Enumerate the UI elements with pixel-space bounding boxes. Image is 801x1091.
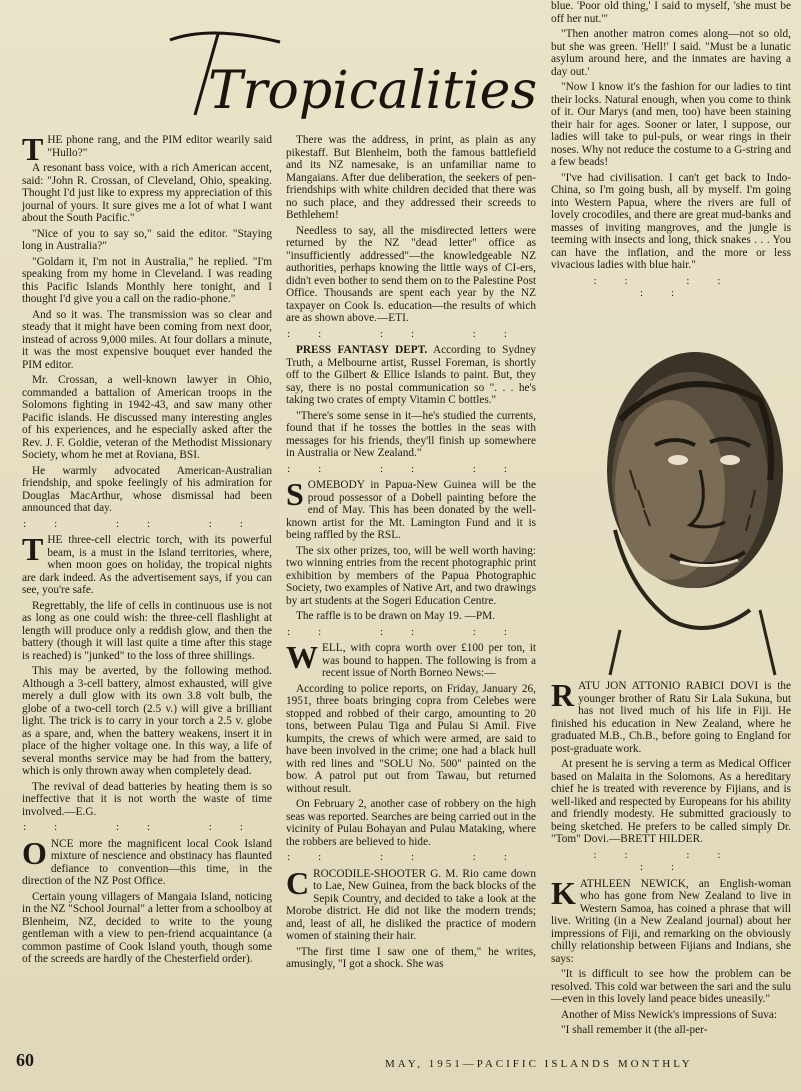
article-paragraph [286,134,536,222]
paragraph-text: ATU JON ATTONIO RABICI DOVI is the younger brother of Ratu Sir Lala Sukuna, but has not lived much of his life in Fiji. He finished his education in New Zealand, where he graduated M.B., Ch.B., before going to England for post-graduate work. [551,680,791,755]
article-paragraph [22,781,272,819]
article-paragraph [551,758,791,846]
paragraph-text: "I've had civilisation. I can't get back to Indo-China, so I'm going bush, all by myself. I'm going into Western Papua, where the rivers are full of lovely crocodiles, and there are great mud-banks and masses of inviting mangroves, and the jungle is teeming with insects and long, thick snakes . . . You can have the inflation, and the more or less vivacious ladies with blue hair." [551,171,791,271]
drop-cap: K [551,874,576,911]
page-number: 60 [16,1050,34,1070]
article-paragraph [286,610,536,623]
drop-cap: T [22,531,44,567]
section-separator: :: :: :: [23,517,271,530]
paragraph-text: "Then another matron comes along—not so old, but she was green. 'Hell!' I said. "Must be a lunatic asylum around here, and the inmates are having a day out.' [551,28,791,78]
paragraph-text: A resonant bass voice, with a rich American accent, said: "John R. Crossan, of Cleveland, Ohio, speaking. Thought I'd just like to express my appreciation of this journal of yours. It sure gives me a lot of what I want about the South Pacific." [22,162,272,224]
paragraph-text: According to Sydney Truth, a Melbourne artist, Russel Foreman, is shortly off to the Gilbert & Ellice Islands to paint. But, they say, there is no postal communication so ". . . he's taking two crates of empty Vitamin C bottles." [286,344,536,406]
article-paragraph [551,968,791,1006]
article-paragraph [22,600,272,663]
article-paragraph [22,891,272,966]
drop-cap: S [286,476,304,512]
article-paragraph [286,864,536,943]
paragraph-text: "Goldarn it, I'm not in Australia," he replied. "I'm speaking from my home in Cleveland. I was reading this Pacific Islands Monthly here tonight, and I thought I'd give you a call on the radio-phone." [22,255,272,305]
drop-cap: C [286,864,310,901]
paragraph-text: HE phone rang, and the PIM editor wearily said "Hullo?" [47,134,272,159]
paragraph-text: "I shall remember it (the all-per- [561,1024,708,1036]
drop-cap: T [22,131,44,167]
article-paragraph [22,374,272,462]
column-1 [22,131,272,1044]
drop-cap: O [22,834,47,871]
article-paragraph [22,162,272,225]
section-separator: :: :: :: [287,462,535,475]
paragraph-text: The revival of dead batteries by heating them is so ineffective that it is not worth the waste of time involved.—E.G. [22,780,272,818]
article-paragraph [286,639,536,680]
article-paragraph [22,665,272,778]
column-3-bottom [551,677,791,1070]
article-paragraph [551,677,791,755]
article-paragraph [551,874,791,966]
paragraph-text: "It is difficult to see how the problem can be resolved. This cold war between the sari and the sulu—even in this lovely land peace bides uneasily." [551,968,791,1005]
article-paragraph [551,1024,791,1037]
article-paragraph [22,256,272,306]
article-paragraph [22,309,272,372]
article-paragraph [22,465,272,515]
paragraph-text: OMEBODY in Papua-New Guinea will be the proud possessor of a Dobell painting before the end of May. This has been donated by the well-known artist for the Mt. Lamington Fund and it is being raffled by the RSL. [286,479,536,541]
paragraph-text: ELL, with copra worth over £100 per ton, it was bound to happen. The following is from a recent issue of North Borneo News:— [322,642,536,679]
section-separator: :: :: :: [593,274,749,299]
paragraph-text: "Now I know it's the fashion for our ladies to tint their locks. Natural enough, when you come to think of it. Our Marys (and men, too) have been staining their hair for ages. Sooner or later, I suppose, our ladies will take to pul-puls, or wear rings in their noses. Why not reduce the costume to a G-string and a few beads! [551,81,791,168]
article-paragraph [286,225,536,325]
section-separator: :: :: :: [287,327,535,340]
column-2 [286,134,536,1064]
article-paragraph [551,81,791,169]
section-separator: :: :: :: [23,821,271,833]
article-paragraph [551,1009,791,1022]
article-paragraph [551,28,791,78]
article-paragraph [22,531,272,597]
article-paragraph [551,172,791,272]
paragraph-text: Another of Miss Newick's impressions of Suva: [561,1008,778,1021]
drop-cap: W [286,639,318,675]
paragraph-text: Mr. Crossan, a well-known lawyer in Ohio, commanded a battalion of American troops in the Solomons fighting in 1942-43, and saw many other Pacific islands. He discussed many interesting angles of his experiences, and he especially asked after the Rev. J. F. Goldie, veteran of the Methodist Missionary Society, whom he met at Roviana, BSI. [22,374,272,461]
paragraph-text: NCE more the magnificent local Cook Island mixture of nescience and obstinacy has flaunted defiance to convention—this time, in the direction of the NZ Post Office. [22,837,272,887]
article-paragraph [286,683,536,796]
article-paragraph [286,946,536,971]
paragraph-text: "Nice of you to say so," said the editor. "Staying long in Australia?" [22,227,272,252]
paragraph-text: He warmly advocated American-Australian friendship, and spoke feelingly of his admiration for Douglas MacArthur, whose dismissal had been announced that day. [22,464,272,514]
article-paragraph [286,798,536,848]
footer-line: MAY, 1951—PACIFIC ISLANDS MONTHLY [385,1058,693,1070]
paragraph-text: The raffle is to be drawn on May 19. —PM. [296,610,496,622]
masthead-text: Tropicalities [208,61,538,121]
paragraph-text: This may be averted, by the following method. Although a 3-cell battery, almost exhausted, will give merely a dull glow with its own 3.8 volt bulb, the globe of a two-cell torch (2.5 v.) will give a brilliant light. The trick is to carry in your torch a 2.5 v. globe as a spare, and, when the battery weakens, insert it in place of the higher voltage one. In this way, a life of several months service may be had from the battery, which is only thrown away when completely dead. [22,665,272,777]
column-3-top [551,0,791,330]
paragraph-text: HE three-cell electric torch, with its powerful beam, is a must in the Island territories, where, when moon goes on holiday, the tropical nights are dark indeed. As the advertisement says, if you can see, you're safe. [22,534,272,596]
section-separator: :: :: :: [287,625,535,638]
section-separator: :: :: :: [593,848,749,873]
paragraph-text: There was the address, in print, as plain as any pikestaff. But Blenheim, both the famous battlefield and its NZ namesake, is an unfamiliar name to Mangaians. After due deliberation, the seekers of pen-friendships with white children decided that there was no such place, and they addressed their screeds to Bethlehem! [286,134,536,221]
paragraph-text: Certain young villagers of Mangaia Island, noticing in the NZ "School Journal" a letter from a schoolboy at Blenheim, NZ, decided to write to the young gentleman with a view to pen-friend acquaintance (a common pastime of Cook Island youth, though some of the screeds are hardly of the Chesterfield order). [22,890,272,965]
paragraph-text: ROCODILE-SHOOTER G. M. Rio came down to Lae, New Guinea, from the back blocks of the Sepik Country, and decided to take a look at the Morobe district. He did not like the modern trends; and, least of all, he disliked the practice of modern women of staining their hair. [286,867,536,942]
masthead-lettering [150,20,538,130]
paragraph-text: On February 2, another case of robbery on the high seas was reported. Searches are being carried out in the vicinity of Pulau Bohayan and Pulau Mataking, where the robbers are believed to hide. [286,798,536,848]
article-paragraph [551,0,791,25]
portrait-sketch [560,330,790,675]
paragraph-text: "There's some sense in it—he's studied the currents, found that if he tosses the bottles in the seas with messages for his friends, they'll finish up somewhere in Australia or New Zealand." [286,409,536,459]
paragraph-text: blue. 'Poor old thing,' I said to myself, 'she must be off her nut.'" [551,0,791,25]
paragraph-text: The six other prizes, too, will be well worth having: two winning entries from the recent photographic print exhibition by members of the Papua Photographic Society, two examples of Native Art, and two drawings by art students at the Sogeri Education Centre. [286,544,536,607]
paragraph-text: Needless to say, all the misdirected letters were returned by the NZ "dead letter" office as "insufficiently addressed"—the knowledgeable NZ authorities, perhaps knowing the little ways of CI-ers, didn't even bother to send them on to the Palestine Post Office. Thousands are spent each year by the NZ taxpayer on Cook Is. education—the results of which are as shown above.—ETI. [286,224,536,324]
article-paragraph [286,344,536,407]
paragraph-text: ATHLEEN NEWICK, an English-woman who has gone from New Zealand to live in Western Samoa, has coined a phrase that will live. Writing (in a New Zealand journal) about her impressions of Fiji, and remarking on the obviously chilly relationship between Fijians and Indians, she says: [551,877,791,965]
article-paragraph [22,228,272,253]
article-paragraph [22,131,272,167]
masthead-title [150,20,538,130]
article-paragraph [286,410,536,460]
article-paragraph [22,834,272,888]
paragraph-text: According to police reports, on Friday, January 26, 1951, three boats bringing copra from Celebes were stopped and robbed of their cargo, amounting to 20 tons, between Pulau Tiga and Pulau Si Amil. Five kumpits, the crews of which were armed, are said to have been involved in the crime; one had a black hull with red lines and "SOLU No. 500" painted on the bow. A patrol put out from Tawau, but returned without result. [286,682,536,795]
paragraph-text: Regrettably, the life of cells in continuous use is not as long as one could wish: the three-cell flashlight at length will produce only a reddish glow, and then the battery (though it will last quite a time after this stage is reached) is "junked" to the loss of three shillings. [22,599,272,662]
article-paragraph [286,545,536,608]
section-separator: :: :: :: [287,851,535,863]
paragraph-text: At present he is serving a term as Medical Officer based on Malaita in the Solomons. As a hereditary chief he is treated with reverence by Fijians, and is well-liked and respected by Europeans for his ability and friendly modesty. He submitted graciously to being sketched. He prefers to be called simply Dr. "Tom" Dovi.—BRETT HILDER. [551,758,791,845]
paragraph-text: "The first time I saw one of them," he writes, amusingly, "I got a shock. She was [286,945,536,970]
paragraph-text: And so it was. The transmission was so clear and steady that it might have been coming from next door, instead of across 9,000 miles. At four dollars a minute, it was the most expensive bouquet ever handed the PIM editor. [22,308,272,371]
drop-cap: R [551,677,575,713]
section-heading: PRESS FANTASY DEPT. [296,344,428,356]
article-paragraph [286,476,536,542]
